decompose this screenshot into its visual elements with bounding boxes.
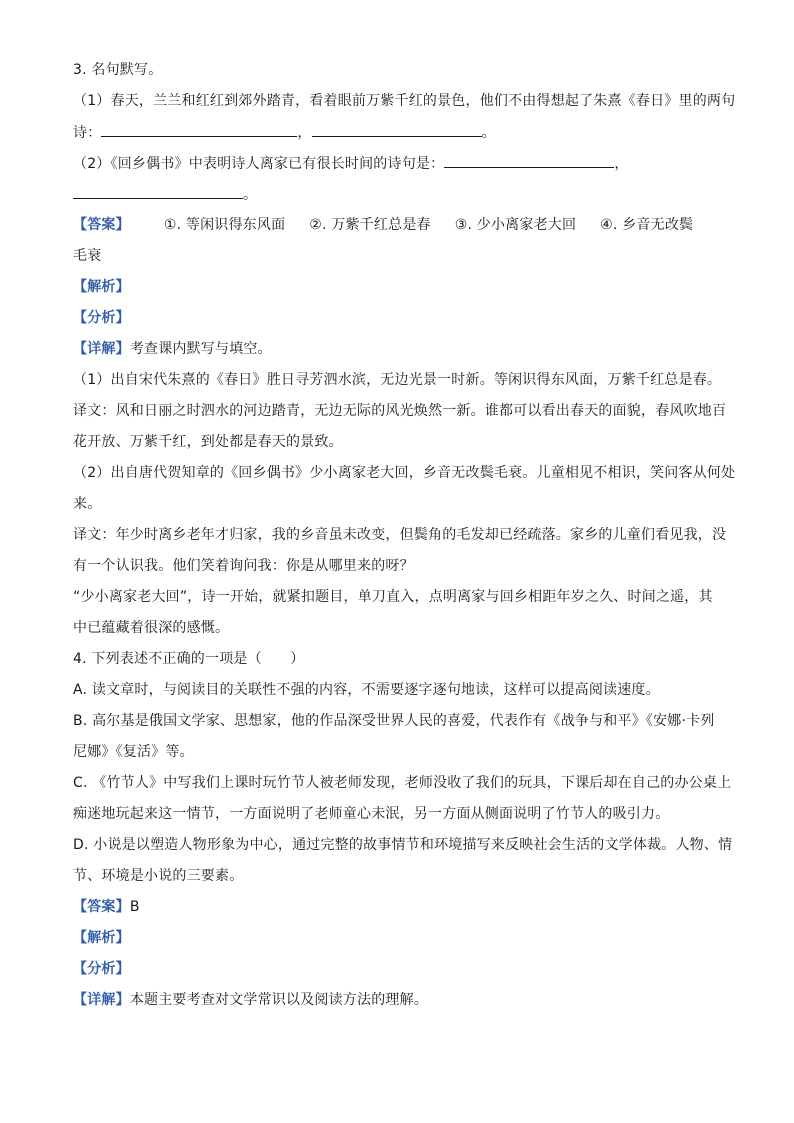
q3-detail: 【详解】考查课内默写与填空。 (73, 341, 272, 357)
q3-detail-2b: 来。 (73, 496, 102, 512)
option-c-line1: C. 《竹节人》中写我们上课时玩竹节人被老师发现，老师没收了我们的玩具，下课后却在自己的办公桌上 (73, 775, 732, 791)
answer-item-4: ④. 乡音无改鬓 (600, 217, 694, 233)
option-d-line2: 节、环境是小说的三要素。 (73, 868, 244, 884)
answer-blank-2[interactable] (312, 122, 482, 137)
answer-tag: 【答案】 (73, 217, 130, 233)
option-a: A. 读文章时，与阅读目的关联性不强的内容，不需要逐字逐句地读，这样可以提高阅读速度。 (73, 682, 660, 698)
answer-item-2: ②. 万紫千红总是春 (309, 217, 431, 233)
q3-detail-2a: （2）出自唐代贺知章的《回乡偶书》少小离家老大回，乡音无改鬓毛衰。儿童相见不相识，笑问客从何处 (73, 465, 736, 481)
document-page (73, 60, 736, 1021)
q3-part1-line2: 诗： ， 。 (73, 122, 733, 142)
detail-tag: 【详解】 (73, 992, 130, 1008)
q3-translation-1b: 花开放、万紫千红，到处都是春天的景致。 (73, 434, 343, 450)
answer-blank-3[interactable] (444, 153, 614, 168)
q3-answer-row (73, 215, 733, 235)
answer-item-1: ①. 等闲识得东风面 (163, 217, 286, 233)
q3-part2-line1: （2）《回乡偶书》中表明诗人离家已有很长时间的诗句是： ， (73, 153, 733, 173)
q3-comment-2: 中已蕴藏着很深的感慨。 (73, 620, 230, 636)
answer-value: B (129, 899, 140, 915)
q4-answer-row (73, 897, 733, 917)
q3-translation-2b: 有一个认识我。他们笑着询问我：你是从哪里来的呀？ (73, 558, 414, 574)
analysis-tag: 【解析】 (73, 279, 130, 295)
fenxi-tag: 【分析】 (73, 961, 130, 977)
answer-blank-4[interactable] (73, 184, 243, 199)
q3-translation-2a: 译文：年少时离乡老年才归家，我的乡音虽未改变，但鬓角的毛发却已经疏落。家乡的儿童们看见我，没 (73, 527, 727, 543)
answer-tag: 【答案】 (73, 899, 130, 915)
q3-part1-line1: （1）春天，兰兰和红红到郊外踏青，看着眼前万紫千红的景色，他们不由得想起了朱熹《春日》里的两句 (73, 93, 736, 109)
q3-part2-line2: 。 (73, 184, 733, 204)
answer-blank-1[interactable] (101, 122, 297, 137)
analysis-tag: 【解析】 (73, 930, 130, 946)
q4-detail: 【详解】本题主要考查对文学常识以及阅读方法的理解。 (73, 992, 429, 1008)
option-c-line2: 痴迷地玩起来这一情节，一方面说明了老师童心未泯，另一方面从侧面说明了竹节人的吸引力。 (73, 806, 670, 822)
option-b-line1: B. 高尔基是俄国文学家、思想家，他的作品深受世界人民的喜爱，代表作有《战争与和平》《安娜·卡列 (73, 713, 715, 729)
option-d-line1: D. 小说是以塑造人物形象为中心，通过完整的故事情节和环境描写来反映社会生活的文学体裁。人物、情 (73, 837, 733, 853)
q3-answer-cont: 毛衰 (73, 248, 102, 264)
fenxi-tag: 【分析】 (73, 310, 130, 326)
q3-comment-1: “少小离家老大回”，诗一开始，就紧扣题目，单刀直入，点明离家与回乡相距年岁之久、时间之遥，其 (73, 589, 713, 605)
q3-detail-1: （1）出自宋代朱熹的《春日》胜日寻芳泗水滨，无边光景一时新。等闲识得东风面，万紫千红总是春。 (73, 372, 722, 388)
detail-tag: 【详解】 (73, 341, 130, 357)
question-3-title: 3. 名句默写。 (73, 62, 163, 78)
option-b-line2: 尼娜》《复活》等。 (73, 744, 194, 760)
answer-item-3: ③. 少小离家老大回 (454, 217, 577, 233)
question-4-title: 4. 下列表述不正确的一项是（ ） (73, 651, 305, 667)
q3-translation-1a: 译文：风和日丽之时泗水的河边踏青，无边无际的风光焕然一新。谁都可以看出春天的面貌，春风吹地百 (73, 403, 727, 419)
